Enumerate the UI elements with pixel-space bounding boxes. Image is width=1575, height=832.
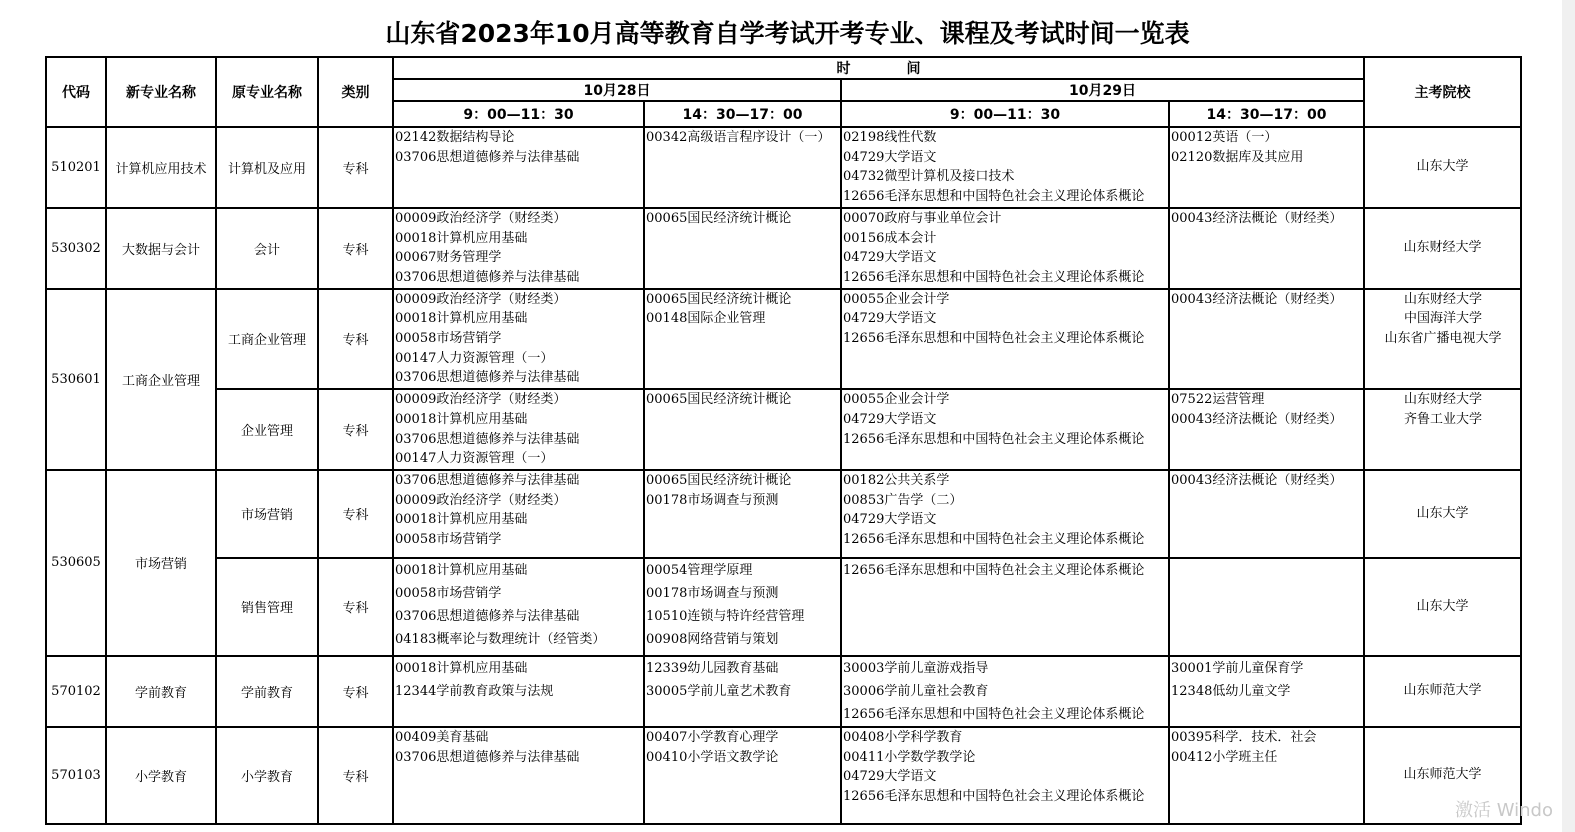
exam-slot-cell [841,289,1169,390]
course-item: 00178市场调查与预测 [646,492,779,508]
old-major-name: 销售管理 [216,558,318,656]
exam-slot-cell [393,389,644,470]
course-item: 00018计算机应用基础 [395,230,528,246]
school-name: 山东省广播电视大学 [1384,331,1502,347]
old-major-name: 市场营销 [216,470,318,558]
exam-slot-cell [644,127,841,208]
course-item: 00018计算机应用基础 [395,411,528,427]
exam-slot-cell [393,208,644,289]
course-item: 00147人力资源管理（一） [395,451,554,467]
new-major-name: 市场营销 [106,470,216,656]
header-day-1: 10月28日 [393,79,841,101]
course-item: 00018计算机应用基础 [395,512,528,528]
header-slot: 14：30—17：00 [1169,101,1364,127]
course-item: 00009政治经济学（财经类） [395,210,567,226]
exam-slot-cell [1169,289,1364,390]
exam-schedule-table [45,56,1522,825]
course-item: 00043经济法概论（财经类） [1171,210,1343,226]
course-item: 00395科学．技术．社会 [1171,729,1317,745]
course-item: 00058市场营销学 [395,585,502,601]
exam-slot-cell [644,656,841,727]
table-row [46,727,1521,824]
course-item: 30003学前儿童游戏指导 [843,660,989,676]
course-item: 12656毛泽东思想和中国特色社会主义理论体系概论 [843,331,1145,347]
new-major-name: 大数据与会计 [106,208,216,289]
exam-slot-cell [393,289,644,390]
exam-slot-cell [841,470,1169,558]
school-cell [1364,127,1521,208]
course-item: 12656毛泽东思想和中国特色社会主义理论体系概论 [843,789,1145,805]
course-item: 12344学前教育政策与法规 [395,683,554,699]
course-item: 00009政治经济学（财经类） [395,392,567,408]
course-item: 02120数据库及其应用 [1171,149,1304,165]
course-item: 00055企业会计学 [843,291,950,307]
course-item: 12656毛泽东思想和中国特色社会主义理论体系概论 [843,189,1145,205]
course-item: 04729大学语文 [843,250,937,266]
school-name: 山东大学 [1416,598,1469,614]
table-row [46,127,1521,208]
windows-activation-watermark: 激活 Windo [1455,800,1553,821]
school-name: 山东财经大学 [1403,291,1482,307]
exam-slot-cell [1169,558,1364,656]
course-item: 00018计算机应用基础 [395,311,528,327]
table-row [46,389,1521,470]
school-cell [1364,656,1521,727]
course-item: 00054管理学原理 [646,562,753,578]
exam-slot-cell [1169,470,1364,558]
school-cell [1364,389,1521,470]
course-item: 02198线性代数 [843,130,937,145]
course-item: 10510连锁与特许经营管理 [646,608,805,624]
course-item: 00908网络营销与策划 [646,631,779,647]
course-item: 30006学前儿童社会教育 [843,683,989,699]
exam-slot-cell [1169,127,1364,208]
exam-slot-cell [841,656,1169,727]
course-item: 00156成本会计 [843,230,937,246]
new-major-name: 小学教育 [106,727,216,824]
course-item: 03706思想道德修养与法律基础 [395,370,580,386]
course-item: 00012英语（一） [1171,130,1278,145]
school-name: 山东大学 [1416,505,1469,521]
course-item: 00009政治经济学（财经类） [395,291,567,307]
course-item: 00148国际企业管理 [646,311,766,327]
course-item: 00043经济法概论（财经类） [1171,411,1343,427]
scrollbar[interactable] [1562,0,1575,832]
course-item: 00342高级语言程序设计（一） [646,130,831,145]
major-code: 530601 [46,289,106,470]
major-type: 专科 [318,289,393,390]
header-school: 主考院校 [1364,57,1521,127]
course-item: 00409美育基础 [395,729,489,745]
school-name: 山东财经大学 [1403,392,1482,408]
course-item: 12656毛泽东思想和中国特色社会主义理论体系概论 [843,532,1145,548]
exam-slot-cell [841,208,1169,289]
exam-slot-cell [644,470,841,558]
school-name: 中国海洋大学 [1403,311,1482,327]
exam-slot-cell [393,727,644,824]
course-item: 00147人力资源管理（一） [395,350,554,366]
course-item: 12339幼儿园教育基础 [646,660,779,676]
exam-slot-cell [841,389,1169,470]
major-type: 专科 [318,656,393,727]
course-item: 00043经济法概论（财经类） [1171,472,1343,488]
table-row [46,208,1521,289]
course-item: 30001学前儿童保育学 [1171,660,1304,676]
major-type: 专科 [318,727,393,824]
header-day-2: 10月29日 [841,79,1364,101]
course-item: 00408小学科学教育 [843,729,963,745]
course-item: 12656毛泽东思想和中国特色社会主义理论体系概论 [843,431,1145,447]
course-item: 03706思想道德修养与法律基础 [395,608,580,624]
course-item: 12656毛泽东思想和中国特色社会主义理论体系概论 [843,269,1145,285]
major-code: 530302 [46,208,106,289]
course-item: 00410小学语文教学论 [646,749,779,765]
header-slot: 14：30—17：00 [644,101,841,127]
major-code: 530605 [46,470,106,656]
old-major-name: 小学教育 [216,727,318,824]
exam-slot-cell [644,727,841,824]
exam-slot-cell [644,289,841,390]
course-item: 04729大学语文 [843,512,937,528]
course-item: 02142数据结构导论 [395,130,515,145]
exam-slot-cell [644,208,841,289]
course-item: 00065国民经济统计概论 [646,472,792,488]
page-title: 山东省2023年10月高等教育自学考试开考专业、课程及考试时间一览表 [385,19,1190,48]
major-type: 专科 [318,389,393,470]
header-old-name: 原专业名称 [216,57,318,127]
course-item: 03706思想道德修养与法律基础 [395,431,580,447]
exam-slot-cell [644,558,841,656]
course-item: 03706思想道德修养与法律基础 [395,269,580,285]
course-item: 07522运营管理 [1171,392,1265,408]
exam-slot-cell [393,127,644,208]
old-major-name: 工商企业管理 [216,289,318,390]
major-type: 专科 [318,558,393,656]
exam-slot-cell [841,558,1169,656]
school-name: 齐鲁工业大学 [1403,411,1482,427]
course-item: 00412小学班主任 [1171,749,1278,765]
course-item: 04729大学语文 [843,149,937,165]
exam-slot-cell [841,727,1169,824]
course-item: 12656毛泽东思想和中国特色社会主义理论体系概论 [843,706,1145,722]
table-row [46,289,1521,390]
school-name: 山东财经大学 [1403,240,1482,256]
course-item: 00407小学教育心理学 [646,729,779,745]
exam-slot-cell [1169,389,1364,470]
new-major-name: 工商企业管理 [106,289,216,470]
course-item: 04732微型计算机及接口技术 [843,169,1015,185]
table-row [46,558,1521,656]
old-major-name: 计算机及应用 [216,127,318,208]
exam-slot-cell [1169,727,1364,824]
course-item: 04729大学语文 [843,411,937,427]
course-item: 00067财务管理学 [395,250,502,266]
course-item: 00182公共关系学 [843,472,950,488]
course-item: 00065国民经济统计概论 [646,210,792,226]
course-item: 00411小学数学教学论 [843,749,976,765]
course-item: 00853广告学（二） [843,492,963,508]
course-item: 30005学前儿童艺术教育 [646,683,792,699]
course-item: 00009政治经济学（财经类） [395,492,567,508]
major-code: 570103 [46,727,106,824]
school-cell [1364,208,1521,289]
school-name: 山东师范大学 [1403,683,1482,699]
header-new-name: 新专业名称 [106,57,216,127]
old-major-name: 会计 [216,208,318,289]
course-item: 00058市场营销学 [395,532,502,548]
course-item: 00070政府与事业单位会计 [843,210,1002,226]
major-code: 570102 [46,656,106,727]
course-item: 03706思想道德修养与法律基础 [395,472,580,488]
course-item: 00043经济法概论（财经类） [1171,291,1343,307]
course-item: 03706思想道德修养与法律基础 [395,749,580,765]
course-item: 04183概率论与数理统计（经管类） [395,631,606,647]
exam-slot-cell [1169,656,1364,727]
course-item: 00065国民经济统计概论 [646,291,792,307]
header-time: 时 间 [393,57,1364,79]
major-type: 专科 [318,127,393,208]
school-cell [1364,470,1521,558]
table-row [46,470,1521,558]
school-cell [1364,558,1521,656]
school-cell [1364,289,1521,390]
header-code: 代码 [46,57,106,127]
table-row [46,656,1521,727]
course-item: 04729大学语文 [843,311,937,327]
old-major-name: 企业管理 [216,389,318,470]
course-item: 00018计算机应用基础 [395,660,528,676]
new-major-name: 学前教育 [106,656,216,727]
header-slot: 9：00—11：30 [841,101,1169,127]
course-item: 00018计算机应用基础 [395,562,528,578]
school-name: 山东师范大学 [1403,767,1482,783]
header-type: 类别 [318,57,393,127]
course-item: 00058市场营销学 [395,331,502,347]
exam-slot-cell [393,558,644,656]
exam-slot-cell [1169,208,1364,289]
exam-slot-cell [841,127,1169,208]
major-type: 专科 [318,470,393,558]
course-item: 00178市场调查与预测 [646,585,779,601]
course-item: 12348低幼儿童文学 [1171,683,1291,699]
course-item: 00055企业会计学 [843,392,950,408]
school-name: 山东大学 [1416,159,1469,175]
old-major-name: 学前教育 [216,656,318,727]
exam-slot-cell [393,470,644,558]
course-item: 04729大学语文 [843,769,937,785]
new-major-name: 计算机应用技术 [106,127,216,208]
course-item: 00065国民经济统计概论 [646,392,792,408]
major-type: 专科 [318,208,393,289]
major-code: 510201 [46,127,106,208]
course-item: 12656毛泽东思想和中国特色社会主义理论体系概论 [843,562,1145,578]
header-slot: 9：00—11：30 [393,101,644,127]
course-item: 03706思想道德修养与法律基础 [395,149,580,165]
exam-slot-cell [393,656,644,727]
exam-slot-cell [644,389,841,470]
